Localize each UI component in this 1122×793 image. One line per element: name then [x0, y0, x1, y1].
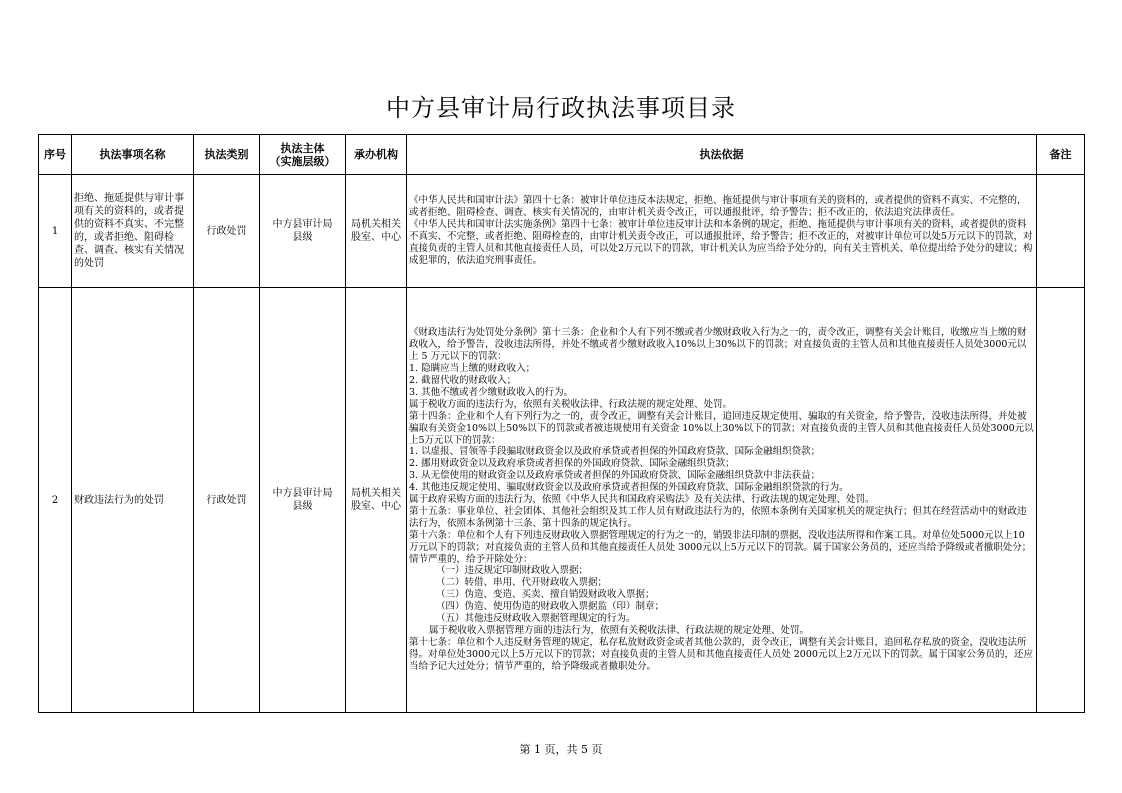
- enforcement-items-table: [38, 134, 1085, 713]
- header-org: 承办机构: [346, 135, 407, 175]
- basis-paragraph: 第十七条：单位和个人违反财务管理的规定，私存私放财政资金或者其他公款的，责令改正，调整有关会计账目，追回私存私放的资金，没收违法所得。对单位处3000元以上5万元以下的罚款；对直接负责的主管人员和其他直接责任人员处 2000元以上2万元以下的罚款。属于国家公务员的，还应当给予记大过处分；情节严重的，给予降级或者撤职处分。: [409, 636, 1033, 672]
- basis-paragraph: 第十五条：事业单位、社会团体、其他社会组织及其工作人员有财政违法行为的，依照本条例有关国家机关的规定执行；但其在经营活动中的财政违法行为，依照本条例第十三条、第十四条的规定执行。: [409, 505, 1027, 529]
- row-org: 局机关相关股室、中心: [346, 288, 407, 713]
- header-name: 执法事项名称: [72, 135, 194, 175]
- table-header-row: [39, 135, 1085, 175]
- basis-paragraph: （一）违反规定印制财政收入票据；: [436, 565, 589, 577]
- basis-paragraph: 《中华人民共和国审计法实施条例》第四十七条：被审计单位违反审计法和本条例的规定，拒绝、拖延提供与审计事项有关的资料，或者提供的资料不真实、不完整，或者拒绝、阻碍检查的，由审计机关责令改正，可以通报批评，给予警告；拒不改正的，对被审计单位可以处5万元以下的罚款，对直接负责的主管人员和其他直接责任人员，可以处2万元以下的罚款，审计机关认为应当给予处分的，向有关主管机关、单位提出给予处分的建议；构成犯罪的，依法追究刑事责任。: [409, 219, 1033, 266]
- page-footer: 第 1 页，共 5 页: [519, 743, 603, 756]
- row-subject: 中方县审计局县级: [260, 175, 346, 288]
- header-subject-line2: （实施层级）: [269, 154, 336, 168]
- basis-paragraph: 2. 挪用财政资金以及政府承贷或者担保的外国政府贷款、国际金融组织贷款；: [409, 458, 735, 470]
- row-name: 拒绝、拖延提供与审计事项有关的资料的，或者提供的资料不真实、不完整的，或者拒绝、阻碍检查、调查、核实有关情况的处罚: [72, 175, 194, 288]
- header-note: 备注: [1037, 135, 1085, 175]
- row-name: 财政违法行为的处罚: [72, 288, 194, 713]
- row-category: 行政处罚: [194, 175, 260, 288]
- basis-paragraph: 《中华人民共和国审计法》第四十七条：被审计单位违反本法规定，拒绝、拖延提供与审计事项有关的资料的，或者提供的资料不真实、不完整的，或者拒绝、阻碍检查、调查、核实有关情况的，由审计机关责令改正，可以通报批评，给予警告；拒不改正的，依法追究法律责任。: [409, 195, 1027, 219]
- basis-paragraph: 2. 截留代收的财政收入；: [409, 374, 517, 386]
- basis-paragraph: （三）伪造、变造、买卖、擅自销毁财政收入票据；: [436, 589, 655, 601]
- basis-paragraph: 属于政府采购方面的违法行为，依照《中华人民共和国政府采购法》及有关法律、行政法规的规定处理、处罚。: [409, 494, 875, 506]
- row-org: 局机关相关股室、中心: [346, 175, 407, 288]
- header-subject-line1: 执法主体: [280, 141, 325, 155]
- basis-paragraph: （五）其他违反财政收入票据管理规定的行为。: [436, 613, 636, 625]
- row-basis: [407, 175, 1037, 288]
- basis-paragraph: （四）伪造、使用伪造的财政收入票据监（印）制章；: [436, 601, 665, 613]
- header-subject: [260, 135, 346, 175]
- row-note: [1037, 288, 1085, 713]
- row-subject: 中方县审计局县级: [260, 288, 346, 713]
- basis-paragraph: 4. 其他违反规定使用、骗取财政资金以及政府承贷或者担保的外国政府贷款、国际金融组织贷款的行为。: [409, 482, 849, 494]
- row-seq: 1: [39, 175, 72, 288]
- row-basis: [407, 288, 1037, 713]
- row-note: [1037, 175, 1085, 288]
- table-row: [39, 288, 1085, 713]
- header-basis: 执法依据: [407, 135, 1037, 175]
- basis-paragraph: 3. 从无偿使用的财政资金以及政府承贷或者担保的外国政府贷款、国际金融组织贷款中非法获益；: [409, 470, 821, 482]
- page-title: 中方县审计局行政执法事项目录: [386, 94, 736, 122]
- basis-paragraph: 第十六条：单位和个人有下列违反财政收入票据管理规定的行为之一的，销毁非法印制的票据，没收违法所得和作案工具。对单位处5000元以上10万元以下的罚款；对直接负责的主管人员和其他直接责任人员处 3000元以上5万元以下的罚款。属于国家公务员的，还应当给予降级或者撤职处分；情节严重的，给予开除处分：: [409, 529, 1032, 565]
- basis-paragraph: 第十四条：企业和个人有下列行为之一的，责令改正，调整有关会计账目，追回违反规定使用、骗取的有关资金，给予警告，没收违法所得，并处被骗取有关资金10%以上50%以下的罚款或者被违规使用有关资金 10%以上30%以下的罚款；对直接负责的主管人员和其他直接责任人员处3000元以上5万元以下的罚款：: [409, 410, 1034, 446]
- basis-paragraph: 《财政违法行为处罚处分条例》第十三条：企业和个人有下列不缴或者少缴财政收入行为之一的，责令改正，调整有关会计账目，收缴应当上缴的财政收入，给予警告，没收违法所得，并处不缴或者少缴财政收入10%以上30%以下的罚款；对直接负责的主管人员和其他直接责任人员处3000元以上 5 万元以下的罚款：: [409, 327, 1027, 363]
- basis-paragraph: 属于税收收入票据管理方面的违法行为，依照有关税收法律、行政法规的规定处理、处罚。: [429, 625, 810, 637]
- basis-paragraph: （二）转借、串用、代开财政收入票据；: [436, 577, 608, 589]
- basis-paragraph: 1. 以虚报、冒领等手段骗取财政资金以及政府承贷或者担保的外国政府贷款、国际金融组织贷款；: [409, 446, 821, 458]
- row-seq: 2: [39, 288, 72, 713]
- basis-paragraph: 3. 其他不缴或者少缴财政收入的行为。: [409, 386, 574, 398]
- header-seq: 序号: [39, 135, 72, 175]
- header-category: 执法类别: [194, 135, 260, 175]
- basis-paragraph: 1. 隐瞒应当上缴的财政收入；: [409, 363, 536, 375]
- row-category: 行政处罚: [194, 288, 260, 713]
- basis-paragraph: 属于税收方面的违法行为，依照有关税收法律、行政法规的规定处理、处罚。: [409, 398, 733, 410]
- table-row: [39, 175, 1085, 288]
